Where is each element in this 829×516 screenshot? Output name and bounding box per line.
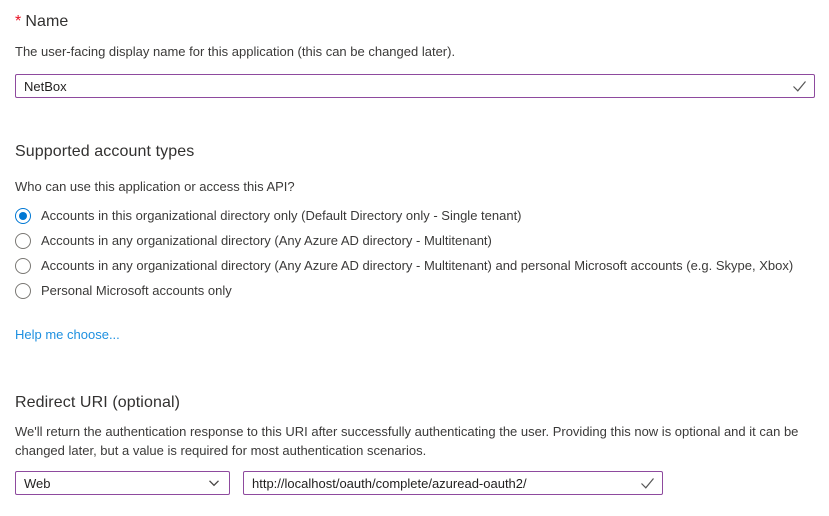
radio-option-label: Accounts in any organizational directory (Any Azure AD directory - Multitenant) and personal Microsoft accounts (e.g. Skype, Xbox) <box>41 258 794 273</box>
redirect-uri-title: Redirect URI (optional) <box>15 394 181 411</box>
radio-button-icon[interactable] <box>15 233 31 249</box>
required-asterisk: * <box>15 13 22 30</box>
redirect-uri-row <box>15 471 815 495</box>
name-input[interactable] <box>15 74 815 98</box>
account-types-title: Supported account types <box>15 143 195 160</box>
name-field-wrap <box>15 74 815 98</box>
name-section <box>15 12 815 98</box>
name-title-text: Name <box>25 13 69 30</box>
help-me-choose-link[interactable]: Help me choose... <box>15 327 120 342</box>
radio-button-icon[interactable] <box>15 283 31 299</box>
radio-option-personal-only[interactable] <box>15 278 815 303</box>
name-section-title <box>15 12 815 32</box>
redirect-uri-description: We'll return the authentication response to this URI after successfully authenticating the user. Providing this now is optional and it can be changed later, but a value is required for most authentication scenarios. <box>15 424 799 458</box>
redirect-uri-input[interactable] <box>243 471 663 495</box>
name-description: The user-facing display name for this application (this can be changed later). <box>15 44 456 59</box>
radio-option-multitenant-personal[interactable] <box>15 253 815 278</box>
radio-button-icon[interactable] <box>15 208 31 224</box>
platform-select[interactable] <box>15 471 230 495</box>
chevron-down-icon <box>207 476 221 490</box>
redirect-uri-section <box>15 393 815 495</box>
radio-option-label: Accounts in this organizational directory only (Default Directory only - Single tenant) <box>41 208 522 223</box>
account-types-radio-group <box>15 203 815 303</box>
radio-option-multitenant[interactable] <box>15 228 815 253</box>
redirect-uri-field-wrap <box>243 471 663 495</box>
radio-option-label: Personal Microsoft accounts only <box>41 283 232 298</box>
platform-select-value: Web <box>24 475 51 491</box>
radio-option-single-tenant[interactable] <box>15 203 815 228</box>
radio-option-label: Accounts in any organizational directory (Any Azure AD directory - Multitenant) <box>41 233 492 248</box>
account-types-section <box>15 142 815 344</box>
account-types-question: Who can use this application or access this API? <box>15 179 295 194</box>
radio-button-icon[interactable] <box>15 258 31 274</box>
